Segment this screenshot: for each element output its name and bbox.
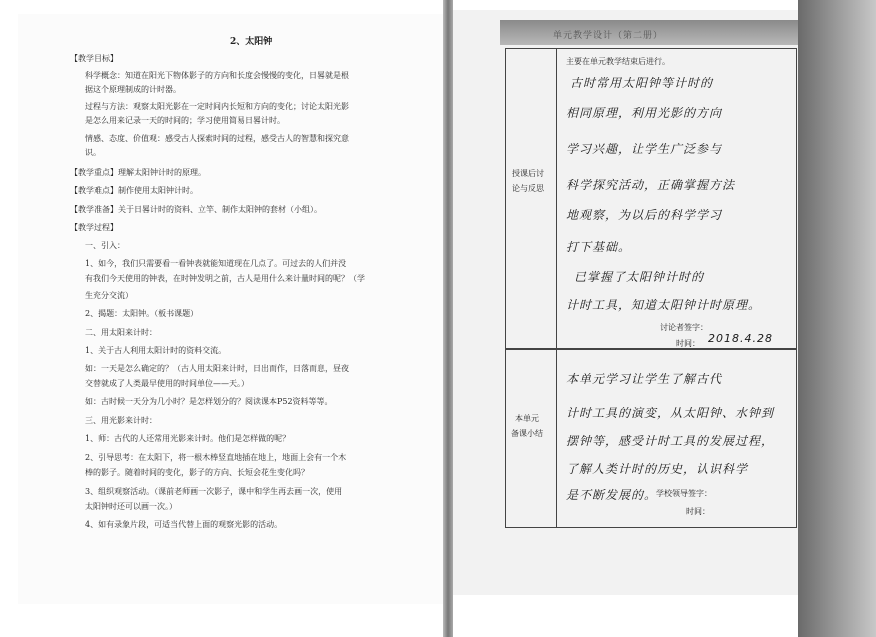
handwriting-line: 地观察，为以后的科学学习 xyxy=(566,208,723,222)
handwriting-date: 2018.4.28 xyxy=(708,332,773,345)
handwriting-line: 古时常用太阳钟等计时的 xyxy=(570,76,714,90)
lesson-text-line: 交替就成了人类最早使用的时间单位——天。） xyxy=(85,379,249,388)
lesson-text-line: 二、用太阳来计时： xyxy=(85,328,157,337)
handwriting-line: 了解人类计时的历史，认识科学 xyxy=(566,462,749,476)
lesson-text-line: 1、师：古代的人还常用光影来计时。他们是怎样做的呢？ xyxy=(85,434,291,443)
book-gutter xyxy=(443,0,453,637)
reflection-intro: 主要在单元教学结束后进行。 xyxy=(566,57,670,66)
summary-time-label: 时间： xyxy=(686,507,710,516)
lesson-text-line: 【教学难点】制作使用太阳钟计时。 xyxy=(70,186,198,195)
handwriting-line: 是不断发展的。 xyxy=(566,488,658,502)
lesson-text-line: 如：一天是怎么确定的？（古人用太阳来计时，日出而作，日落而息，昼夜 xyxy=(85,364,349,373)
reflection-time-label: 时间： xyxy=(676,339,700,348)
lesson-text-line: 【教学准备】关于日晷计时的资料、立竿、制作太阳钟的套材（小组）。 xyxy=(70,205,322,214)
handwriting-line: 学习兴趣，让学生广泛参与 xyxy=(566,142,723,156)
summary-label-b: 备课小结 xyxy=(511,429,543,438)
lesson-text-line: 情感、态度、价值观：感受古人探索时间的过程，感受古人的智慧和探究意 xyxy=(85,134,349,143)
lesson-text-line: 【教学目标】 xyxy=(70,54,118,63)
handwriting-line: 本单元学习让学生了解古代 xyxy=(566,372,723,386)
summary-label-a: 本单元 xyxy=(515,414,539,423)
lesson-text-line: 2、引导思考：在太阳下，将一根木棒竖直地插在地上，地面上会有一个木 xyxy=(85,453,347,462)
handwriting-line: 已掌握了太阳钟计时的 xyxy=(574,270,705,284)
lesson-text-line: 棒的影子。随着时间的变化，影子的方向、长短会花生变化吗？ xyxy=(85,468,309,477)
lesson-text-line: 三、用光影来计时： xyxy=(85,416,157,425)
form-header: 单元教学设计（第二册） xyxy=(553,31,664,41)
handwriting-line: 计时工具的演变，从太阳钟、水钟到 xyxy=(566,406,775,420)
lesson-text-line: 1、关于古人利用太阳计时的资料交流。 xyxy=(85,346,227,355)
lesson-title: 2、太阳钟 xyxy=(230,37,273,47)
discussant-sign-label: 讨论者签字： xyxy=(660,323,708,332)
lesson-text-line: 太阳钟时还可以画一次。） xyxy=(85,502,177,511)
lesson-text-line: 【教学重点】理解太阳钟计时的原理。 xyxy=(70,168,206,177)
lesson-text-line: 如：古时候一天分为几小时？是怎样划分的？阅读课本P52资料等等。 xyxy=(85,397,333,406)
handwriting-line: 摆钟等，感受计时工具的发展过程， xyxy=(566,434,775,448)
reflection-label-a: 授课后讨 xyxy=(512,169,544,178)
lesson-text-line: 据这个原理制成的计时器。 xyxy=(85,85,181,94)
lesson-text-line: 1、如今，我们只需要看一看钟表就能知道现在几点了。可过去的人们并没 xyxy=(85,259,347,268)
lesson-text-line: 有我们今天使用的钟表，在时钟发明之前，古人是用什么来计量时间的呢？（学 xyxy=(85,274,365,283)
page-edge-shadow xyxy=(798,0,876,637)
lesson-text-line: 【教学过程】 xyxy=(70,223,118,232)
lesson-text-line: 科学概念：知道在阳光下物体影子的方向和长度会慢慢的变化，日晷就是根 xyxy=(85,71,349,80)
lesson-text-line: 一、引入： xyxy=(85,241,125,250)
handwriting-line: 计时工具，知道太阳钟计时原理。 xyxy=(566,298,762,312)
lesson-text-line: 生充分交流） xyxy=(85,291,133,300)
lesson-text-line: 是怎么用来记录一天的时间的；学习使用简易日晷计时。 xyxy=(85,116,285,125)
reflection-label-b: 论与反思 xyxy=(512,184,544,193)
lesson-text-line: 3、组织观察活动。（课前老师画一次影子，课中和学生再去画一次，使用 xyxy=(85,487,343,496)
lesson-text-line: 过程与方法：观察太阳光影在一定时间内长短和方向的变化；讨论太阳光影 xyxy=(85,102,349,111)
lesson-text-line: 4、如有录象片段，可适当代替上面的观察光影的活动。 xyxy=(85,520,283,529)
lesson-text-line: 2、揭题：太阳钟。（板书课题） xyxy=(85,309,199,318)
reflection-label-cell xyxy=(505,48,557,350)
handwriting-line: 相同原理，利用光影的方向 xyxy=(566,106,723,120)
lesson-text-line: 识。 xyxy=(85,148,101,157)
handwriting-line: 科学探究活动，正确掌握方法 xyxy=(566,178,736,192)
leader-sign-label: 学校领导签字： xyxy=(656,489,712,498)
handwriting-line: 打下基础。 xyxy=(566,240,632,254)
